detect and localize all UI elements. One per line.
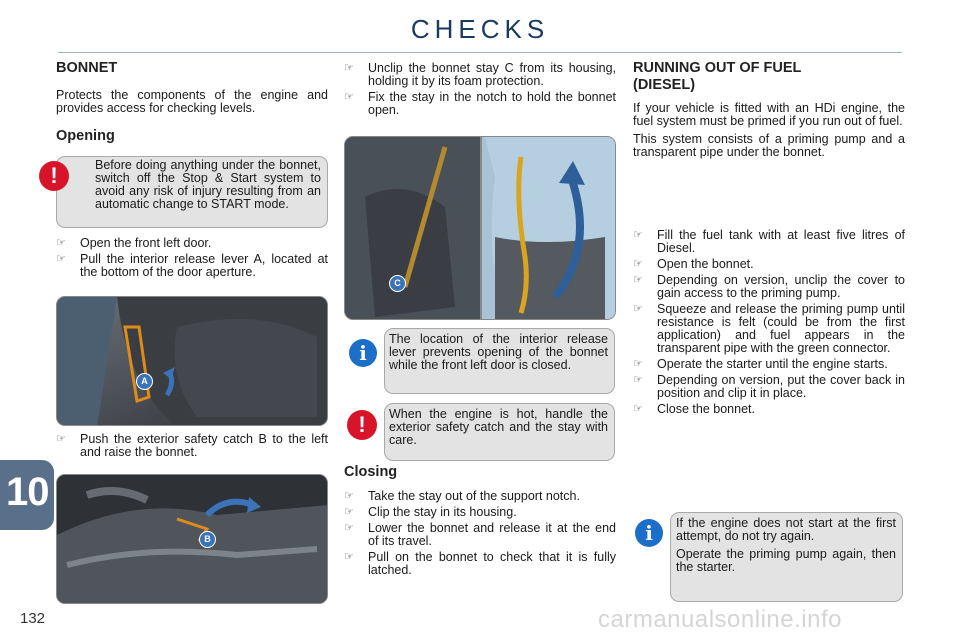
closing-steps-list <box>344 490 616 577</box>
list-item: ☞ Open the bonnet. <box>633 257 754 271</box>
bonnet-stay-illustration <box>345 137 616 320</box>
photo-interior-release-lever <box>56 296 328 426</box>
list-item: ☞ Take the stay out of the support notch. <box>344 489 580 503</box>
list-item: ☞ Depending on version, unclip the cover to gain access to the priming pump. <box>633 273 905 300</box>
priming-steps-list <box>633 229 905 416</box>
fuel-para-1: If your vehicle is fitted with an HDi engine, the fuel system must be primed if you run out of fuel. <box>633 101 905 128</box>
list-item: ☞ Unclip the bonnet stay C from its housing, holding it by its foam protection. <box>344 61 616 88</box>
list-item: ☞ Lower the bonnet and release it at the end of its travel. <box>344 521 616 548</box>
watermark: carmanualsonline.info <box>598 606 842 633</box>
finger-pointer-icon: ☞ <box>56 253 66 265</box>
list-item: ☞ Squeeze and release the priming pump until resistance is felt (could be from the first application) and fuel appears in the transparent pipe with the green connector. <box>633 302 905 355</box>
page-title: CHECKS <box>410 14 550 44</box>
finger-pointer-icon: ☞ <box>344 62 354 74</box>
stay-steps-list <box>344 62 616 117</box>
marker-c: C <box>389 275 406 292</box>
list-item: ☞ Fix the stay in the notch to hold the bonnet open. <box>344 90 616 117</box>
marker-a: A <box>136 373 153 390</box>
stop-start-warning-box <box>50 156 328 228</box>
info-note-line-2: Operate the priming pump again, then the starter. <box>676 547 896 574</box>
exclamation-icon: ! <box>347 410 377 440</box>
finger-pointer-icon: ☞ <box>633 374 643 386</box>
chapter-number: 10 <box>6 470 49 514</box>
info-note-line-1: If the engine does not start at the first attempt, do not try again. <box>676 516 896 543</box>
bonnet-intro: Protects the components of the engine and provides access for checking levels. <box>56 88 328 115</box>
list-item: ☞ Open the front left door. <box>56 236 212 250</box>
engine-not-start-info-box <box>645 512 903 602</box>
subheading-opening: Opening <box>56 128 115 144</box>
finger-pointer-icon: ☞ <box>344 522 354 534</box>
door-aperture-illustration <box>57 297 328 426</box>
list-item: ☞ Clip the stay in its housing. <box>344 505 517 519</box>
list-item: ☞ Fill the fuel tank with at least five litres of Diesel. <box>633 228 905 255</box>
photo-bonnet-stay <box>344 136 616 320</box>
list-item: ☞ Depending on version, put the cover back in position and clip it in place. <box>633 373 905 400</box>
finger-pointer-icon: ☞ <box>344 490 354 502</box>
safety-catch-step <box>56 433 328 459</box>
info-icon: i <box>635 519 663 547</box>
finger-pointer-icon: ☞ <box>344 506 354 518</box>
finger-pointer-icon: ☞ <box>633 358 643 370</box>
photo-exterior-safety-catch <box>56 474 328 604</box>
finger-pointer-icon: ☞ <box>633 258 643 270</box>
section-heading-bonnet: BONNET <box>56 60 118 76</box>
header-divider <box>58 52 902 53</box>
column-fuel <box>633 60 905 159</box>
hot-warning-text: When the engine is hot, handle the exterior safety catch and the stay with care. <box>389 407 608 447</box>
safety-catch-illustration <box>57 475 328 604</box>
finger-pointer-icon: ☞ <box>633 303 643 315</box>
warning-text: Before doing anything under the bonnet, switch off the Stop & Start system to avoid any risk of injury resulting from an automatic change to START mode. <box>95 158 321 211</box>
info-note-text <box>676 517 896 574</box>
fuel-para-2: This system consists of a priming pump and a transparent pipe under the bonnet. <box>633 132 905 159</box>
exclamation-icon: ! <box>39 161 69 191</box>
list-item: ☞ Pull the interior release lever A, located at the bottom of the door aperture. <box>56 252 328 279</box>
finger-pointer-icon: ☞ <box>344 91 354 103</box>
finger-pointer-icon: ☞ <box>633 229 643 241</box>
finger-pointer-icon: ☞ <box>633 403 643 415</box>
marker-b: B <box>199 531 216 548</box>
interior-lever-info-box <box>359 328 615 394</box>
finger-pointer-icon: ☞ <box>633 274 643 286</box>
column-bonnet <box>50 60 328 279</box>
list-item: ☞ Operate the starter until the engine starts. <box>633 357 888 371</box>
finger-pointer-icon: ☞ <box>344 551 354 563</box>
page-number: 132 <box>20 610 46 627</box>
opening-steps-list <box>56 237 328 279</box>
column-stay <box>344 60 616 117</box>
section-heading-fuel: RUNNING OUT OF FUEL (DIESEL) <box>633 60 802 93</box>
list-item: ☞ Push the exterior safety catch B to the left and raise the bonnet. <box>56 432 328 459</box>
list-item: ☞ Close the bonnet. <box>633 402 755 416</box>
subheading-closing: Closing <box>344 464 398 480</box>
finger-pointer-icon: ☞ <box>56 433 66 445</box>
info-icon: i <box>349 339 377 367</box>
finger-pointer-icon: ☞ <box>56 237 66 249</box>
list-item: ☞ Pull on the bonnet to check that it is fully latched. <box>344 550 616 577</box>
hot-engine-warning-box <box>358 403 615 461</box>
info-text: The location of the interior release lever prevents opening of the bonnet while the front left door is closed. <box>389 332 608 372</box>
